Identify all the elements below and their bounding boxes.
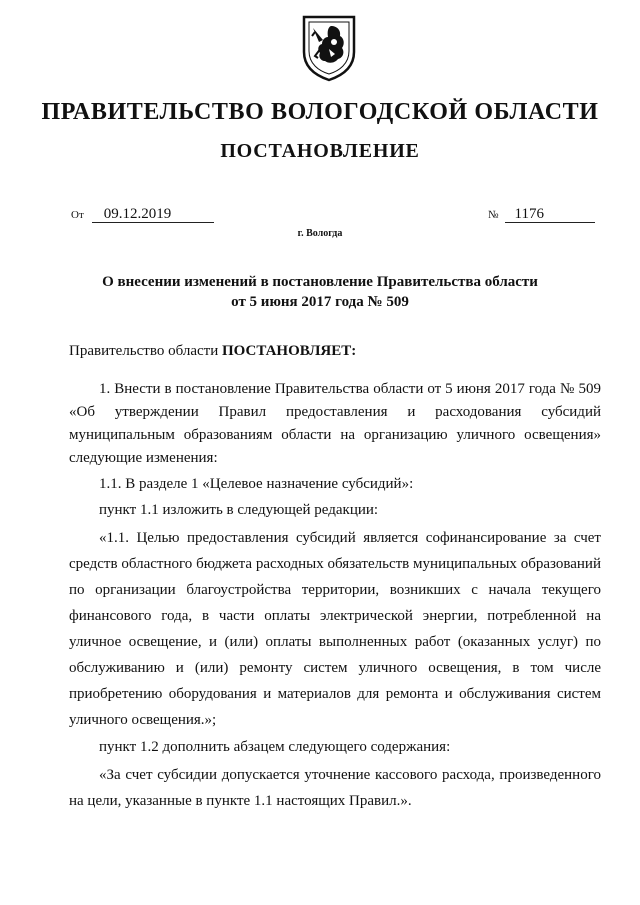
- date-value: 09.12.2019: [92, 206, 214, 223]
- paragraph-3: пункт 1.1 изложить в следующей редакции:: [99, 502, 379, 518]
- vologda-coat-of-arms-icon: [301, 14, 357, 82]
- subject-line-2: от 5 июня 2017 года № 509: [231, 294, 409, 310]
- decree-keyword: ПОСТАНОВЛЯЕТ:: [221, 343, 357, 359]
- paragraph-2: 1.1. В разделе 1 «Целевое назначение субсидий»:: [99, 476, 414, 492]
- subject-line-1: О внесении изменений в постановление Правительства области: [102, 274, 538, 290]
- city: г. Вологда: [297, 228, 343, 239]
- decree-prefix: Правительство области: [69, 343, 222, 359]
- paragraph-6: «За счет субсидии допускается уточнение кассового расхода, произведенного на цели, указанные в пункте 1.1 настоящих Правил.».: [69, 767, 601, 809]
- document-type: ПОСТАНОВЛЕНИЕ: [220, 140, 420, 162]
- government-title: ПРАВИТЕЛЬСТВО ВОЛОГОДСКОЙ ОБЛАСТИ: [41, 99, 599, 125]
- number-label: №: [488, 209, 499, 221]
- paragraph-4: «1.1. Целью предоставления субсидий является софинансирование за счет средств областного бюджета расходных обязательств муниципальных образований по организации благоустройства территории, возникших с начала текущего финансового года, в части оплаты электрической энергии, потребленной на уличное освещение, и (или) оплаты выполненных работ (оказанных услуг) по обслуживанию и (или) ремонту систем уличного освещения, в том числе приобретению оборудования и материалов для ремонта и обслуживания систем уличного освещения.»;: [69, 530, 601, 728]
- number-value: 1176: [505, 206, 595, 223]
- decree-statement: [69, 343, 356, 360]
- date-field: [71, 206, 214, 223]
- paragraph-1: 1. Внести в постановление Правительства области от 5 июня 2017 года № 509 «Об утверждении Правил предоставления и расходования субсидий муниципальным образованиям области на организацию уличного освещения» следующие изменения:: [69, 381, 601, 466]
- document-subject: [100, 272, 540, 312]
- date-label: От: [71, 209, 84, 221]
- number-field: [488, 206, 595, 223]
- paragraph-5: пункт 1.2 дополнить абзацем следующего содержания:: [99, 739, 451, 755]
- document-body: [69, 378, 601, 814]
